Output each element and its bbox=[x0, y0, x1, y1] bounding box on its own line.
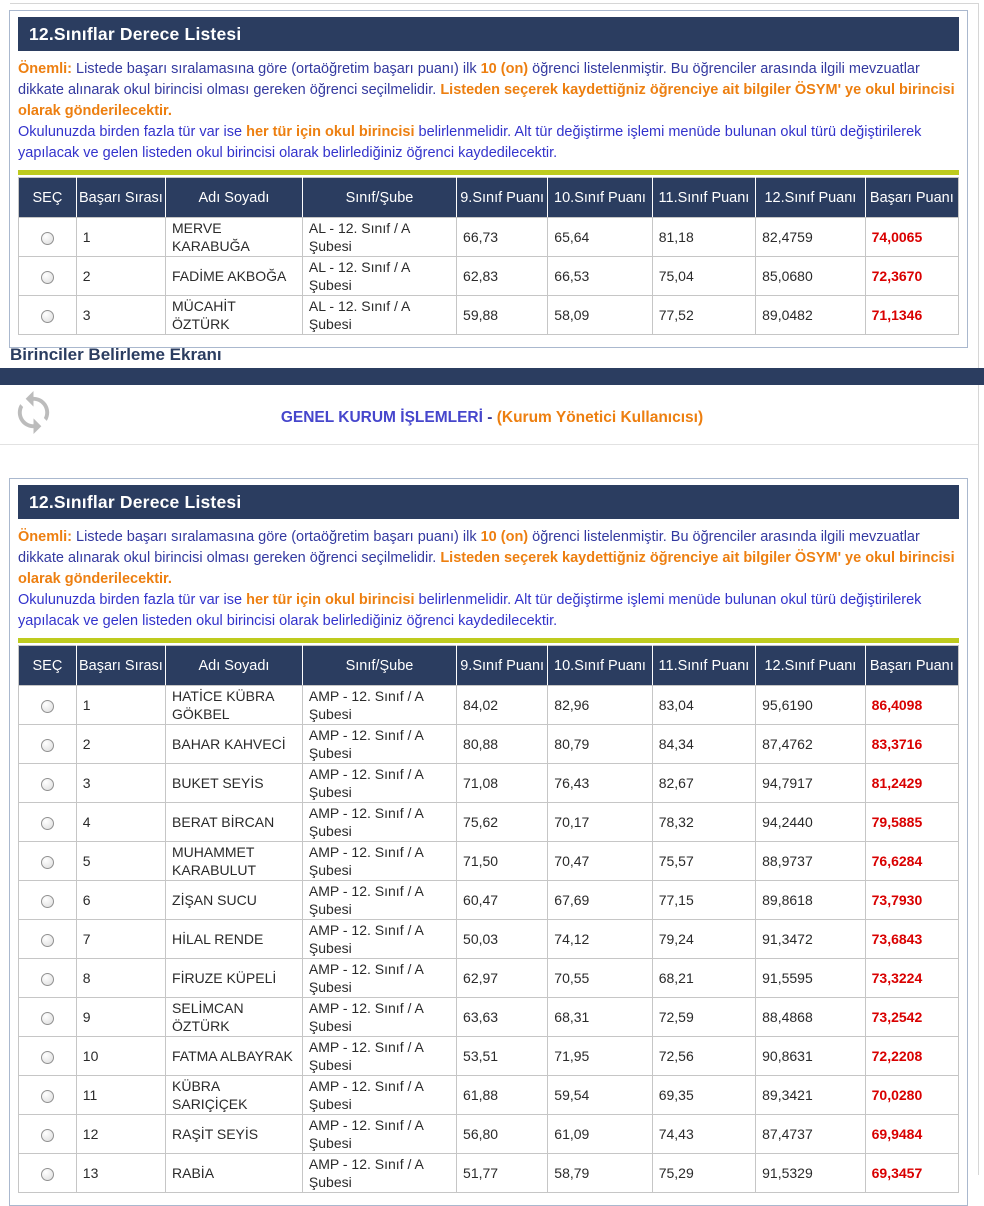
name-cell: FADİME AKBOĞA bbox=[166, 257, 303, 296]
student-row bbox=[19, 881, 959, 920]
success-score-cell: 79,5885 bbox=[865, 803, 958, 842]
name-cell: BERAT BİRCAN bbox=[166, 803, 303, 842]
success-score-cell: 73,2542 bbox=[865, 998, 958, 1037]
notice-highlight-osym: Listeden seçerek kaydettiğniz öğrenciye ait bilgiler ÖSYM' ye okul birincisi olarak gönderilecektir. bbox=[18, 550, 955, 587]
grade12-cell: 82,4759 bbox=[756, 218, 866, 257]
success-score-cell: 74,0065 bbox=[865, 218, 958, 257]
select-student-radio[interactable] bbox=[41, 856, 54, 869]
grade11-cell: 69,35 bbox=[652, 1076, 755, 1115]
grade9-cell: 51,77 bbox=[457, 1154, 548, 1193]
page-title: 12.Sınıflar Derece Listesi bbox=[18, 17, 959, 51]
student-row bbox=[19, 764, 959, 803]
select-student-radio[interactable] bbox=[41, 310, 54, 323]
student-row bbox=[19, 998, 959, 1037]
select-cell bbox=[19, 296, 77, 335]
column-header-3: Sınıf/Şube bbox=[302, 178, 456, 218]
student-row bbox=[19, 1115, 959, 1154]
rank-cell: 9 bbox=[76, 998, 165, 1037]
table-header-row bbox=[19, 646, 959, 686]
class-cell: AMP - 12. Sınıf / A Şubesi bbox=[302, 959, 456, 998]
grade9-cell: 62,97 bbox=[457, 959, 548, 998]
select-cell bbox=[19, 1076, 77, 1115]
grade11-cell: 82,67 bbox=[652, 764, 755, 803]
select-cell bbox=[19, 1154, 77, 1193]
rank-cell: 2 bbox=[76, 257, 165, 296]
grade9-cell: 63,63 bbox=[457, 998, 548, 1037]
success-score-cell: 86,4098 bbox=[865, 686, 958, 725]
name-cell: RABİA bbox=[166, 1154, 303, 1193]
column-header-3: Sınıf/Şube bbox=[302, 646, 456, 686]
class-cell: AMP - 12. Sınıf / A Şubesi bbox=[302, 1037, 456, 1076]
grade12-cell: 91,3472 bbox=[756, 920, 866, 959]
grade12-cell: 89,3421 bbox=[756, 1076, 866, 1115]
grade12-cell: 89,0482 bbox=[756, 296, 866, 335]
clipped-screen-title: Birinciler Belirleme Ekranı bbox=[10, 345, 222, 364]
class-cell: AMP - 12. Sınıf / A Şubesi bbox=[302, 920, 456, 959]
student-row bbox=[19, 920, 959, 959]
select-cell bbox=[19, 764, 77, 803]
column-header-7: 12.Sınıf Puanı bbox=[756, 646, 866, 686]
name-cell: FATMA ALBAYRAK bbox=[166, 1037, 303, 1076]
select-cell bbox=[19, 257, 77, 296]
navy-title-bar bbox=[0, 368, 984, 385]
notice-important-label: Önemli: bbox=[18, 61, 72, 77]
rank-cell: 3 bbox=[76, 296, 165, 335]
class-cell: AMP - 12. Sınıf / A Şubesi bbox=[302, 803, 456, 842]
student-row bbox=[19, 257, 959, 296]
ranking-table-amp bbox=[18, 645, 959, 1193]
success-score-cell: 72,2208 bbox=[865, 1037, 958, 1076]
notice-important-label: Önemli: bbox=[18, 529, 72, 545]
class-cell: AMP - 12. Sınıf / A Şubesi bbox=[302, 1154, 456, 1193]
grade10-cell: 76,43 bbox=[548, 764, 652, 803]
success-score-cell: 72,3670 bbox=[865, 257, 958, 296]
select-student-radio[interactable] bbox=[41, 817, 54, 830]
notice-highlight-count: 10 (on) bbox=[480, 529, 529, 545]
grade11-cell: 68,21 bbox=[652, 959, 755, 998]
rank-cell: 10 bbox=[76, 1037, 165, 1076]
grade9-cell: 71,50 bbox=[457, 842, 548, 881]
grade9-cell: 60,47 bbox=[457, 881, 548, 920]
grade9-cell: 53,51 bbox=[457, 1037, 548, 1076]
grade10-cell: 68,31 bbox=[548, 998, 652, 1037]
name-cell: MERVE KARABUĞA bbox=[166, 218, 303, 257]
column-header-8: Başarı Puanı bbox=[865, 178, 958, 218]
notice-highlight-type: her tür için okul birincisi bbox=[246, 124, 415, 140]
notice-highlight-count: 10 (on) bbox=[480, 61, 529, 77]
column-header-8: Başarı Puanı bbox=[865, 646, 958, 686]
select-cell bbox=[19, 920, 77, 959]
grade10-cell: 65,64 bbox=[548, 218, 652, 257]
student-row bbox=[19, 725, 959, 764]
grade9-cell: 71,08 bbox=[457, 764, 548, 803]
grade9-cell: 80,88 bbox=[457, 725, 548, 764]
name-cell: RAŞİT SEYİS bbox=[166, 1115, 303, 1154]
grade12-cell: 94,7917 bbox=[756, 764, 866, 803]
column-header-0: SEÇ bbox=[19, 646, 77, 686]
grade10-cell: 58,09 bbox=[548, 296, 652, 335]
student-row bbox=[19, 686, 959, 725]
rank-cell: 6 bbox=[76, 881, 165, 920]
student-row bbox=[19, 842, 959, 881]
grade11-cell: 75,57 bbox=[652, 842, 755, 881]
grade11-cell: 84,34 bbox=[652, 725, 755, 764]
select-student-radio[interactable] bbox=[41, 895, 54, 908]
select-student-radio[interactable] bbox=[41, 700, 54, 713]
select-student-radio[interactable] bbox=[41, 973, 54, 986]
name-cell: FİRUZE KÜPELİ bbox=[166, 959, 303, 998]
student-row bbox=[19, 1076, 959, 1115]
column-header-7: 12.Sınıf Puanı bbox=[756, 178, 866, 218]
grade9-cell: 50,03 bbox=[457, 920, 548, 959]
select-student-radio[interactable] bbox=[41, 1129, 54, 1142]
select-cell bbox=[19, 803, 77, 842]
rank-cell: 11 bbox=[76, 1076, 165, 1115]
column-header-6: 11.Sınıf Puanı bbox=[652, 646, 755, 686]
class-cell: AMP - 12. Sınıf / A Şubesi bbox=[302, 686, 456, 725]
rank-cell: 1 bbox=[76, 686, 165, 725]
success-score-cell: 76,6284 bbox=[865, 842, 958, 881]
institution-header bbox=[0, 409, 984, 427]
rank-cell: 8 bbox=[76, 959, 165, 998]
name-cell: BAHAR KAHVECİ bbox=[166, 725, 303, 764]
select-student-radio[interactable] bbox=[41, 271, 54, 284]
class-cell: AL - 12. Sınıf / A Şubesi bbox=[302, 218, 456, 257]
grade12-cell: 88,9737 bbox=[756, 842, 866, 881]
student-row bbox=[19, 296, 959, 335]
institution-header-usertype: (Kurum Yönetici Kullanıcısı) bbox=[496, 409, 704, 426]
rank-cell: 7 bbox=[76, 920, 165, 959]
grade10-cell: 70,17 bbox=[548, 803, 652, 842]
yellow-separator-bar bbox=[18, 638, 959, 643]
select-cell bbox=[19, 842, 77, 881]
grade9-cell: 56,80 bbox=[457, 1115, 548, 1154]
notice-text-2: öğrenci listelenmiştir. Bu öğrenciler arasında ilgili mevzuatlar dikkate alınarak okul birincisi olması gereken öğrenci seçilmelidir. bbox=[18, 61, 920, 98]
notice-text-2: öğrenci listelenmiştir. Bu öğrenciler arasında ilgili mevzuatlar dikkate alınarak okul birincisi olması gereken öğrenci seçilmelidir. bbox=[18, 529, 920, 566]
notice-text-1: Listede başarı sıralamasına göre (ortaöğretim başarı puanı) ilk bbox=[71, 529, 481, 545]
grade10-cell: 58,79 bbox=[548, 1154, 652, 1193]
rank-cell: 13 bbox=[76, 1154, 165, 1193]
class-cell: AMP - 12. Sınıf / A Şubesi bbox=[302, 881, 456, 920]
class-cell: AMP - 12. Sınıf / A Şubesi bbox=[302, 725, 456, 764]
grade12-cell: 87,4762 bbox=[756, 725, 866, 764]
name-cell: MÜCAHİT ÖZTÜRK bbox=[166, 296, 303, 335]
success-score-cell: 73,6843 bbox=[865, 920, 958, 959]
grade11-cell: 72,56 bbox=[652, 1037, 755, 1076]
name-cell: KÜBRA SARIÇİÇEK bbox=[166, 1076, 303, 1115]
ranking-panel-amp bbox=[9, 478, 968, 1206]
grade12-cell: 94,2440 bbox=[756, 803, 866, 842]
name-cell: HİLAL RENDE bbox=[166, 920, 303, 959]
yellow-separator-bar bbox=[18, 170, 959, 175]
column-header-4: 9.Sınıf Puanı bbox=[457, 178, 548, 218]
grade11-cell: 75,04 bbox=[652, 257, 755, 296]
class-cell: AMP - 12. Sınıf / A Şubesi bbox=[302, 1115, 456, 1154]
grade11-cell: 72,59 bbox=[652, 998, 755, 1037]
select-student-radio[interactable] bbox=[41, 1051, 54, 1064]
grade10-cell: 82,96 bbox=[548, 686, 652, 725]
column-header-1: Başarı Sırası bbox=[76, 646, 165, 686]
grade12-cell: 88,4868 bbox=[756, 998, 866, 1037]
grade12-cell: 91,5329 bbox=[756, 1154, 866, 1193]
grade10-cell: 67,69 bbox=[548, 881, 652, 920]
class-cell: AL - 12. Sınıf / A Şubesi bbox=[302, 296, 456, 335]
success-score-cell: 81,2429 bbox=[865, 764, 958, 803]
grade10-cell: 70,47 bbox=[548, 842, 652, 881]
select-student-radio[interactable] bbox=[41, 1012, 54, 1025]
select-student-radio[interactable] bbox=[41, 739, 54, 752]
class-cell: AMP - 12. Sınıf / A Şubesi bbox=[302, 764, 456, 803]
rank-cell: 1 bbox=[76, 218, 165, 257]
grade12-cell: 89,8618 bbox=[756, 881, 866, 920]
grade9-cell: 62,83 bbox=[457, 257, 548, 296]
grade12-cell: 91,5595 bbox=[756, 959, 866, 998]
class-cell: AMP - 12. Sınıf / A Şubesi bbox=[302, 842, 456, 881]
student-row bbox=[19, 1037, 959, 1076]
grade10-cell: 61,09 bbox=[548, 1115, 652, 1154]
column-header-2: Adı Soyadı bbox=[166, 646, 303, 686]
success-score-cell: 73,3224 bbox=[865, 959, 958, 998]
select-cell bbox=[19, 998, 77, 1037]
name-cell: BUKET SEYİS bbox=[166, 764, 303, 803]
success-score-cell: 69,3457 bbox=[865, 1154, 958, 1193]
column-header-1: Başarı Sırası bbox=[76, 178, 165, 218]
grade11-cell: 77,52 bbox=[652, 296, 755, 335]
grade10-cell: 80,79 bbox=[548, 725, 652, 764]
institution-header-title: GENEL KURUM İŞLEMLERİ bbox=[280, 409, 483, 426]
select-student-radio[interactable] bbox=[41, 1168, 54, 1181]
grade10-cell: 74,12 bbox=[548, 920, 652, 959]
column-header-5: 10.Sınıf Puanı bbox=[548, 646, 652, 686]
institution-header-separator: - bbox=[482, 409, 497, 426]
class-cell: AL - 12. Sınıf / A Şubesi bbox=[302, 257, 456, 296]
success-score-cell: 69,9484 bbox=[865, 1115, 958, 1154]
success-score-cell: 71,1346 bbox=[865, 296, 958, 335]
grade11-cell: 81,18 bbox=[652, 218, 755, 257]
student-row bbox=[19, 1154, 959, 1193]
ranking-panel-al bbox=[9, 10, 968, 348]
notice-highlight-type: her tür için okul birincisi bbox=[246, 592, 415, 608]
notice-text-3: Okulunuzda birden fazla tür var ise bbox=[18, 592, 247, 608]
rank-cell: 2 bbox=[76, 725, 165, 764]
grade9-cell: 66,73 bbox=[457, 218, 548, 257]
grade9-cell: 59,88 bbox=[457, 296, 548, 335]
select-cell bbox=[19, 218, 77, 257]
table-header-row bbox=[19, 178, 959, 218]
select-cell bbox=[19, 881, 77, 920]
rank-cell: 5 bbox=[76, 842, 165, 881]
notice-text-4: belirlenmelidir. Alt tür değiştirme işlemi menüde bulunan okul türü değiştirilerek yapılacak ve gelen listeden okul birincisi olarak belirlediğiniz öğrenci kaydedilecektir. bbox=[18, 124, 922, 161]
name-cell: MUHAMMET KARABULUT bbox=[166, 842, 303, 881]
grade11-cell: 77,15 bbox=[652, 881, 755, 920]
grade11-cell: 75,29 bbox=[652, 1154, 755, 1193]
student-row bbox=[19, 218, 959, 257]
select-cell bbox=[19, 959, 77, 998]
grade9-cell: 61,88 bbox=[457, 1076, 548, 1115]
rank-cell: 12 bbox=[76, 1115, 165, 1154]
important-notice bbox=[18, 59, 959, 164]
grade11-cell: 74,43 bbox=[652, 1115, 755, 1154]
column-header-5: 10.Sınıf Puanı bbox=[548, 178, 652, 218]
ranking-table-al bbox=[18, 177, 959, 335]
select-student-radio[interactable] bbox=[41, 232, 54, 245]
grade11-cell: 79,24 bbox=[652, 920, 755, 959]
name-cell: SELİMCAN ÖZTÜRK bbox=[166, 998, 303, 1037]
name-cell: ZİŞAN SUCU bbox=[166, 881, 303, 920]
select-student-radio[interactable] bbox=[41, 934, 54, 947]
grade10-cell: 71,95 bbox=[548, 1037, 652, 1076]
class-cell: AMP - 12. Sınıf / A Şubesi bbox=[302, 1076, 456, 1115]
select-cell bbox=[19, 725, 77, 764]
grade11-cell: 83,04 bbox=[652, 686, 755, 725]
notice-text-3: Okulunuzda birden fazla tür var ise bbox=[18, 124, 247, 140]
grade12-cell: 95,6190 bbox=[756, 686, 866, 725]
select-cell bbox=[19, 1037, 77, 1076]
grade9-cell: 84,02 bbox=[457, 686, 548, 725]
column-header-2: Adı Soyadı bbox=[166, 178, 303, 218]
grade12-cell: 90,8631 bbox=[756, 1037, 866, 1076]
important-notice bbox=[18, 527, 959, 632]
column-header-6: 11.Sınıf Puanı bbox=[652, 178, 755, 218]
success-score-cell: 83,3716 bbox=[865, 725, 958, 764]
page-title: 12.Sınıflar Derece Listesi bbox=[18, 485, 959, 519]
column-header-4: 9.Sınıf Puanı bbox=[457, 646, 548, 686]
select-cell bbox=[19, 1115, 77, 1154]
student-row bbox=[19, 803, 959, 842]
grade10-cell: 70,55 bbox=[548, 959, 652, 998]
success-score-cell: 70,0280 bbox=[865, 1076, 958, 1115]
grade11-cell: 78,32 bbox=[652, 803, 755, 842]
grade10-cell: 66,53 bbox=[548, 257, 652, 296]
notice-text-4: belirlenmelidir. Alt tür değiştirme işlemi menüde bulunan okul türü değiştirilerek yapılacak ve gelen listeden okul birincisi olarak belirlediğiniz öğrenci kaydedilecektir. bbox=[18, 592, 922, 629]
success-score-cell: 73,7930 bbox=[865, 881, 958, 920]
notice-highlight-osym: Listeden seçerek kaydettiğniz öğrenciye ait bilgiler ÖSYM' ye okul birincisi olarak gönderilecektir. bbox=[18, 82, 955, 119]
class-cell: AMP - 12. Sınıf / A Şubesi bbox=[302, 998, 456, 1037]
grade10-cell: 59,54 bbox=[548, 1076, 652, 1115]
rank-cell: 4 bbox=[76, 803, 165, 842]
grade12-cell: 85,0680 bbox=[756, 257, 866, 296]
screen-seam-section bbox=[0, 345, 984, 448]
notice-text-1: Listede başarı sıralamasına göre (ortaöğretim başarı puanı) ilk bbox=[71, 61, 481, 77]
select-student-radio[interactable] bbox=[41, 778, 54, 791]
name-cell: HATİCE KÜBRA GÖKBEL bbox=[166, 686, 303, 725]
grade9-cell: 75,62 bbox=[457, 803, 548, 842]
select-cell bbox=[19, 686, 77, 725]
grade12-cell: 87,4737 bbox=[756, 1115, 866, 1154]
horizontal-divider bbox=[0, 444, 978, 445]
select-student-radio[interactable] bbox=[41, 1090, 54, 1103]
rank-cell: 3 bbox=[76, 764, 165, 803]
column-header-0: SEÇ bbox=[19, 178, 77, 218]
student-row bbox=[19, 959, 959, 998]
